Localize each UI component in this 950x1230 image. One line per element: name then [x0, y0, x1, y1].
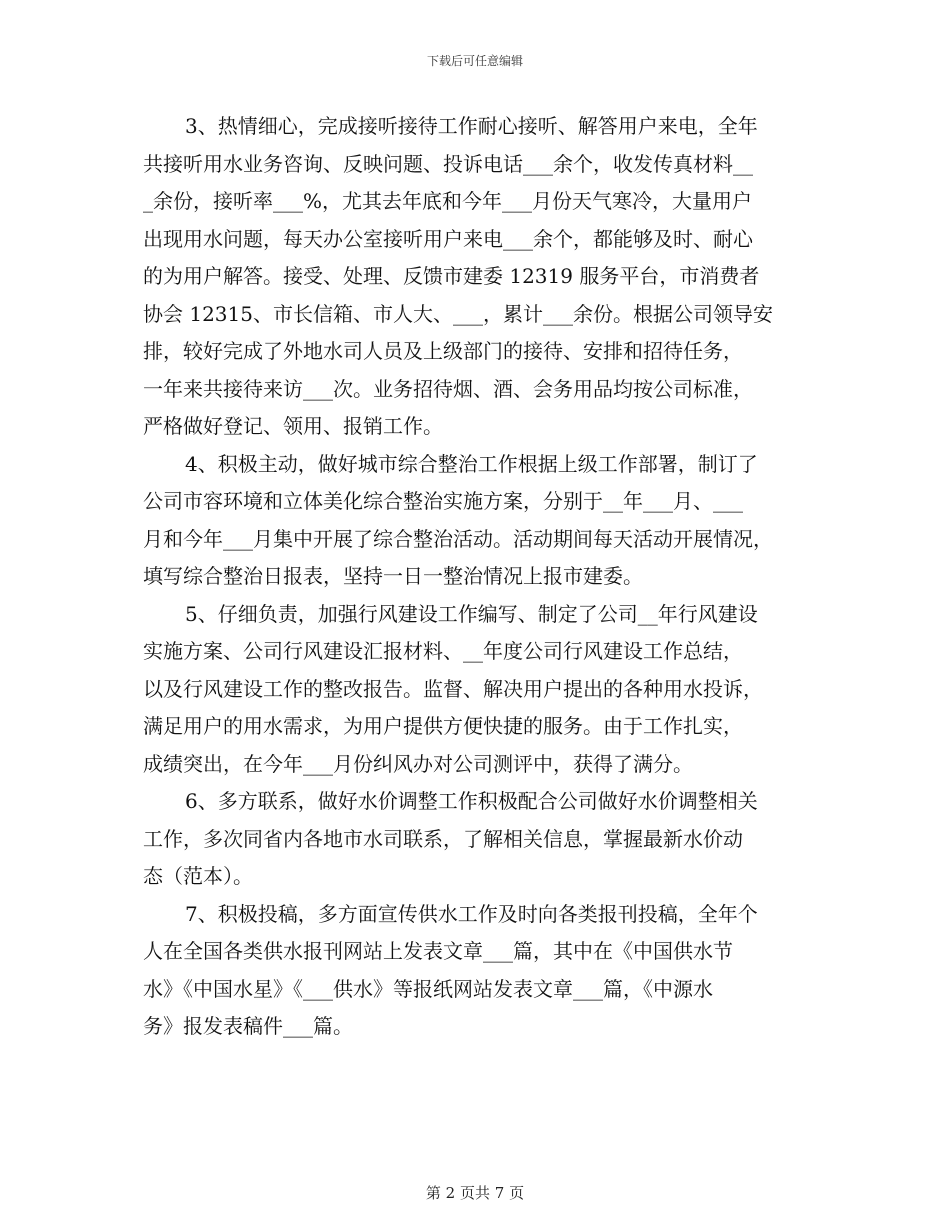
- text-line: 7、积极投稿，多方面宣传供水工作及时向各类报刊投稿，全年个: [185, 901, 758, 926]
- text-line: 共接听用水业务咨询、反映问题、投诉电话___余个，收发传真材料__: [143, 151, 753, 176]
- text-line: 6、多方联系，做好水价调整工作积极配合公司做好水价调整相关: [185, 789, 758, 813]
- text-line: 实施方案、公司行风建设汇报材料、__年度公司行风建设工作总结，: [143, 639, 743, 663]
- paragraph-3: [143, 108, 823, 446]
- paragraph-5: [143, 596, 823, 784]
- text-line: 4、积极主动，做好城市综合整治工作根据上级工作部署，制订了: [185, 451, 758, 476]
- paragraph-4: [143, 446, 823, 596]
- paragraph-7: [143, 896, 823, 1046]
- text-line: 出现用水问题，每天办公室接听用户来电___余个，都能够及时、耐心: [143, 226, 753, 251]
- text-line: 月和今年___月集中开展了综合整治活动。活动期间每天活动开展情况，: [143, 526, 773, 551]
- text-line: 公司市容环境和立体美化综合整治实施方案，分别于__年___月、___: [143, 489, 743, 513]
- text-line: 务》报发表稿件___篇。: [143, 1014, 353, 1038]
- paragraph-6: [143, 783, 823, 896]
- text-line: 的为用户解答。接受、处理、反馈市建委 12319 服务平台，市消费者: [143, 264, 760, 288]
- document-body: [143, 108, 823, 1046]
- text-line: 填写综合整治日报表，坚持一日一整治情况上报市建委。: [143, 564, 643, 588]
- text-line: 工作，多次同省内各地市水司联系，了解相关信息，掌握最新水价动: [143, 826, 743, 851]
- text-line: 5、仔细负责，加强行风建设工作编写、制定了公司__年行风建设: [185, 601, 758, 626]
- page-header: 下载后可任意编辑: [426, 54, 523, 68]
- text-line: 态（范本）。: [143, 864, 253, 888]
- text-line: _余份，接听率___%，尤其去年底和今年___月份天气寒冷，大量用户: [143, 189, 753, 213]
- page-footer: 第 2 页共 7 页: [425, 1184, 525, 1202]
- text-line: 严格做好登记、领用、报销工作。: [143, 414, 443, 438]
- text-line: 一年来共接待来访___次。业务招待烟、酒、会务用品均按公司标准，: [143, 376, 753, 401]
- text-line: 人在全国各类供水报刊网站上发表文章___篇，其中在《中国供水节: [143, 939, 733, 963]
- text-line: 3、热情细心，完成接听接待工作耐心接听、解答用户来电，全年: [185, 114, 758, 138]
- text-line: 成绩突出，在今年___月份纠风办对公司测评中，获得了满分。: [143, 751, 693, 776]
- text-line: 以及行风建设工作的整改报告。监督、解决用户提出的各种用水投诉，: [143, 676, 763, 701]
- text-line: 水》《中国水星》《___供水》等报纸网站发表文章___篇，《中源水: [143, 976, 713, 1001]
- text-line: 排，较好完成了外地水司人员及上级部门的接待、安排和招待任务，: [143, 339, 743, 363]
- text-line: 满足用户的用水需求，为用户提供方便快捷的服务。由于工作扎实，: [143, 714, 743, 738]
- text-line: 协会 12315、市长信箱、市人大、___，累计___余份。根据公司领导安: [143, 301, 773, 326]
